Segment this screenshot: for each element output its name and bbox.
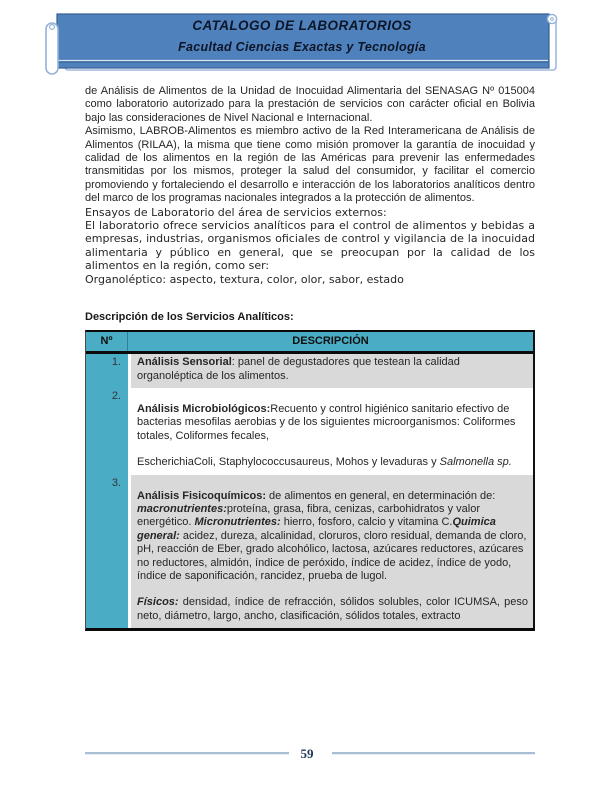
paragraph-ensayos: Ensayos de Laboratorio del área de servicios externos: — [85, 205, 387, 219]
table-body — [86, 354, 533, 628]
table-header-row — [86, 332, 533, 354]
paragraph-rilaa: Asimismo, LABROB-Alimentos es miembro activo de la Red Interamericana de Análisis de Alimentos (RILAA), la misma que tiene como misión promover la garantía de inocuidad y calidad de los alimentos en la región de las Américas para prevenir las enfermedades transmitidas por los mismos, proteger la salud del consumidor, y facilitar el comercio promoviendo y fortaleciendo el desarrollo e interacción de los laboratorios analíticos dentro del marco de los programas nacionales integrados a la protección de alimentos. — [85, 125, 535, 205]
cell-paragraph: Análisis Fisicoquímicos: de alimentos en general, en determinación de: macronutrientes:proteína, grasa, fibra, cenizas, carbohidratos y valor energético. Micronutrientes: hierro, fosforo, calcio y vitamina C.Quimica general: acidez, dureza, alcalinidad, cloruros, cloro residual, demanda de cloro, pH, reacción de Eber, grado alcohólico, lactosa, azúcares reductores, azúcares no reductores, almidón, índice de peróxido, índice de acidez, índice de yodo, índice de saponificación, rancidez, prueba de lugol. — [137, 489, 527, 582]
row-number: 3. — [86, 475, 128, 629]
banner-text-block — [60, 18, 544, 54]
footer-rule-right — [332, 752, 536, 755]
catalog-title: CATALOGO DE LABORATORIOS — [192, 18, 412, 33]
table-heading: Descripción de los Servicios Analíticos: — [85, 311, 294, 324]
cell-paragraph: Físicos: densidad, índice de refracción, sólidos solubles, color ICUMSA, peso neto, diámetro, largo, ancho, clasificación, sólidos totales, extracto — [137, 596, 528, 622]
column-header-num: Nº — [86, 332, 128, 351]
row-description — [131, 388, 533, 475]
row-description — [131, 354, 533, 388]
cell-paragraph: EscherichiaColi, Staphylococcusaureus, Mohos y levaduras y Salmonella sp. — [137, 456, 512, 469]
header-banner — [44, 11, 562, 77]
cell-paragraph: Análisis Microbiológicos:Recuento y control higiénico sanitario efectivo de bacterias mesofilas aerobias y de los siguientes microorganismos: Coliformes totales, Coliformes fecales, — [137, 402, 516, 442]
footer-rule-left — [85, 752, 289, 755]
paragraph-organoleptico: Organoléptico: aspecto, textura, color, olor, sabor, estado — [85, 272, 404, 286]
table-row — [86, 354, 533, 388]
services-table — [85, 330, 535, 631]
page-footer — [85, 747, 535, 760]
page-number: 59 — [300, 746, 314, 761]
cell-paragraph: Análisis Sensorial: panel de degustadores que testean la calidad organoléptica de los alimentos. — [137, 356, 460, 382]
row-description — [131, 475, 533, 629]
paragraph-senasag: de Análisis de Alimentos de la Unidad de Inocuidad Alimentaria del SENASAG Nº 015004 como laboratorio autorizado para la prestación de servicios con carácter oficial en Bolivia bajo las consideraciones de Nivel Nacional e Internacional. — [85, 85, 535, 124]
table-row — [86, 475, 533, 629]
table-row — [86, 388, 533, 475]
faculty-subtitle: Facultad Ciencias Exactas y Tecnología — [178, 40, 426, 54]
column-header-descripcion: DESCRIPCIÓN — [292, 335, 369, 348]
row-number: 2. — [86, 388, 128, 475]
page-content — [85, 85, 535, 631]
row-number: 1. — [86, 354, 128, 388]
paragraph-servicios: El laboratorio ofrece servicios analíticos para el control de alimentos y bebidas a empresas, industrias, organismos oficiales de control y vigilancia de la inocuidad alimentaria y público en general, que se preocupan por la calidad de los alimentos en la región, como ser: — [85, 219, 535, 273]
